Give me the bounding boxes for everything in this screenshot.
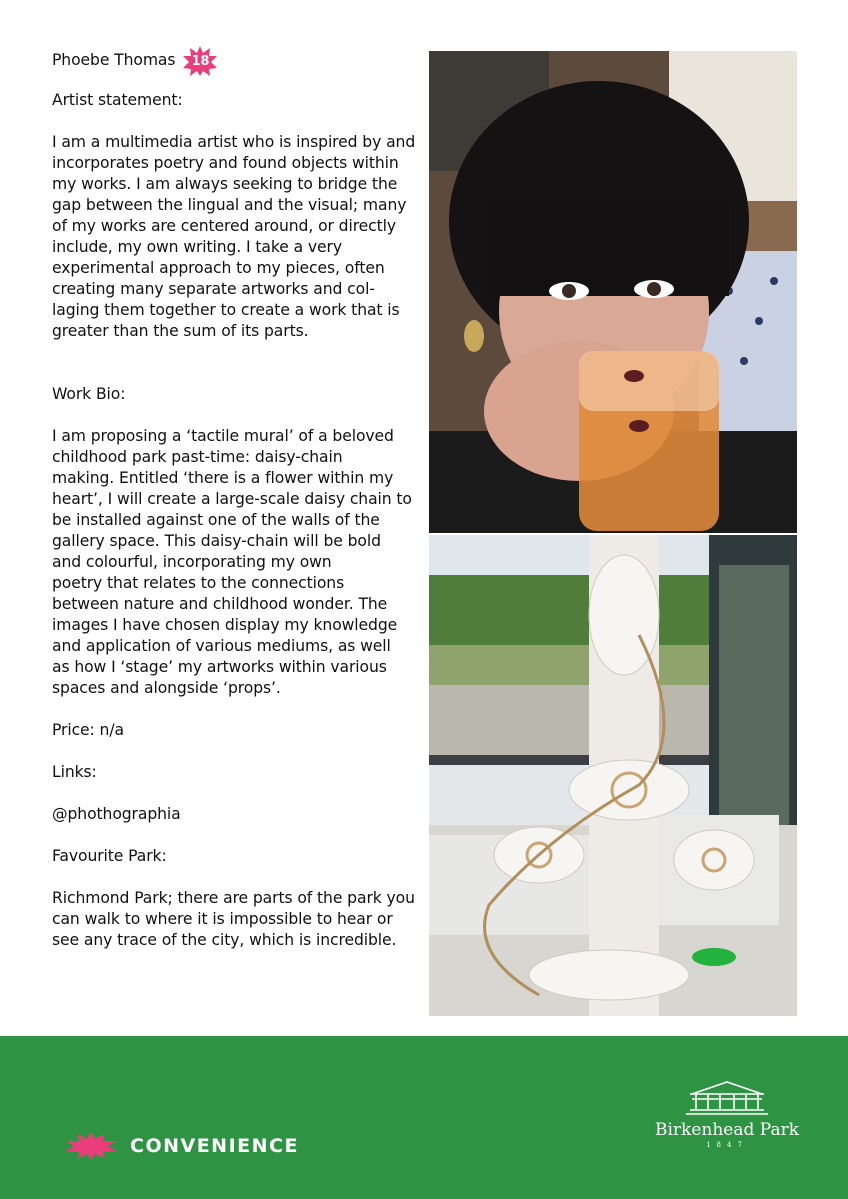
artist-portrait-photo — [429, 51, 797, 533]
convenience-wordmark: CONVENIENCE — [130, 1135, 299, 1157]
number-badge — [183, 46, 217, 76]
links-heading: Links: — [52, 763, 97, 781]
park-name: Birkenhead Park — [654, 1120, 800, 1140]
price-text: Price: n/a — [52, 721, 124, 739]
statement-heading: Artist statement: — [52, 91, 183, 109]
daisy-chain-installation-photo — [429, 535, 797, 1016]
favourite-park-heading: Favourite Park: — [52, 847, 167, 865]
statement-body: I am a multimedia artist who is inspired by and incorporates poetry and found objects within my works. I am always seeking to bridge the gap between the lingual and the visual; many of my works are centered around, or directly include, my own writing. I take a very experimental approach to my pieces, often creating many separate artworks and col- laging them together to create a work that is greater than the sum of its parts. — [52, 133, 416, 340]
favourite-park-body: Richmond Park; there are parts of the park you can walk to where it is impossible to hear or see any trace of the city, which is incredible. — [52, 889, 415, 949]
boathouse-icon — [682, 1080, 772, 1116]
birkenhead-park-logo — [652, 1080, 802, 1149]
social-handle-link[interactable]: @phothographia — [52, 805, 181, 823]
text-column — [52, 48, 428, 951]
park-year: 1847 — [706, 1141, 748, 1149]
badge-number: 18 — [191, 54, 210, 69]
artist-header — [52, 48, 428, 72]
burst-icon — [66, 1132, 116, 1160]
work-bio-body: I am proposing a ‘tactile mural’ of a beloved childhood park past-time: daisy-chain making. Entitled ‘there is a flower within my heart’, I will create a large-scale daisy chain to be installed against one of the walls of the gallery space. This daisy-chain will be bold and colourful, incorporating my own poetry that relates to the connections between nature and childhood wonder. The images I have chosen display my knowledge and application of various mediums, as well as how I ‘stage’ my artworks within various spaces and alongside ‘props’. — [52, 427, 412, 697]
artist-name: Phoebe Thomas — [52, 50, 176, 69]
convenience-logo — [66, 1132, 299, 1160]
work-bio-heading: Work Bio: — [52, 385, 126, 403]
footer-band — [0, 1036, 848, 1199]
